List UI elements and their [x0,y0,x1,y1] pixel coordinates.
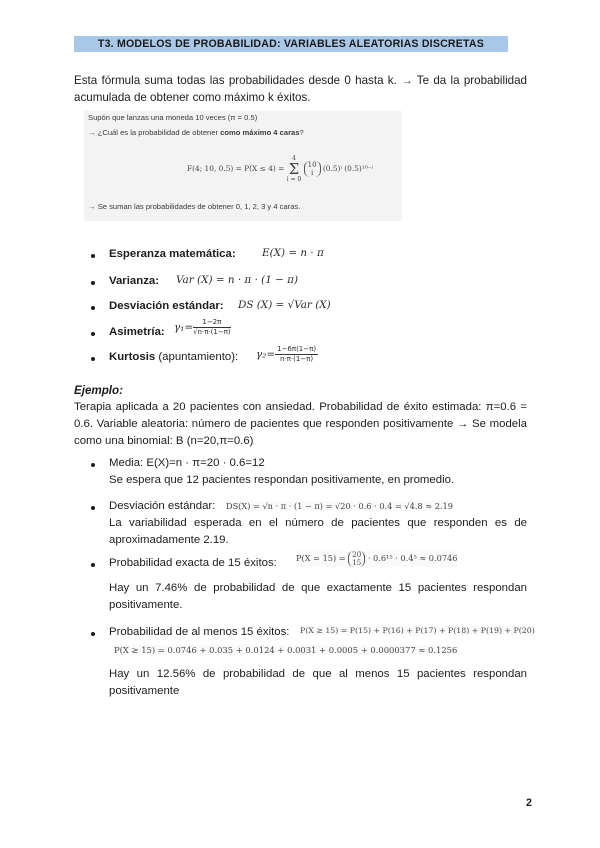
atleast-prob-explanation: Hay un 12.56% de probabilidad de que al menos 15 pacientes respondan positivamente [109,668,527,697]
atleast-prob-label: Probabilidad de al menos 15 éxitos: [109,626,290,638]
bullet-icon [91,632,95,636]
property-label-skewness: Asimetría: [109,326,165,338]
atleast-prob-formula-2: P(X ≥ 15) = 0.0746 + 0.035 + 0.0124 + 0.0031 + 0.0005 + 0.0000377 ≈ 0.1256 [114,645,458,655]
property-label-mean: Esperanza matemática: [109,248,236,260]
intro-paragraph: Esta fórmula suma todas las probabilidades desde 0 hasta k. → Te da la probabilidad acumulada de obtener como máximo k éxitos. [74,74,527,104]
bullet-icon [91,463,95,467]
sd-label: Desviación estándar: [109,500,216,512]
property-formula-variance: Var (X) = n · π · (1 − π) [176,274,299,286]
binomial-coefficient: 10 i [304,161,321,177]
bullet-icon [91,306,95,310]
example-description: Terapia aplicada a 20 pacientes con ansiedad. Probabilidad de éxito estimada: π=0.6 = 0.6. Variable aleatoria: número de pacientes que responden positivamente → Se modela como una binomial: B (n=20,π=0.6) [74,401,527,447]
bullet-icon [91,332,95,336]
property-label-sd: Desviación estándar: [109,300,224,312]
sigma-symbol: Σ [288,160,300,178]
cdf-formula: F(4; 10, 0.5) = P(X ≤ 4) = 4 Σ i = 0 10 i (0.5)ⁱ (0.5)¹⁰⁻ⁱ [187,155,374,183]
property-formula-skewness: γ₁= $\frac{1-2\pi}{√n\cdot\pi\cdot(1-\pi)}$ [174,318,231,336]
exact-prob-explanation: Hay un 7.46% de probabilidad de que exactamente 15 pacientes respondan positivamente. [109,582,527,611]
mean-label: Media: E(X)=n · π=20 · 0.6=12 [109,457,265,469]
mean-explanation: Se espera que 12 pacientes respondan positivamente, en promedio. [109,474,455,486]
sd-explanation: La variabilidad esperada en el número de pacientes que responden es de aproximadamente 2.19. [109,517,527,546]
page-number: 2 [526,797,532,809]
bullet-icon [91,563,95,567]
section-title: T3. MODELOS DE PROBABILIDAD: VARIABLES ALEATORIAS DISCRETAS [74,36,508,52]
example-heading: Ejemplo: [74,384,123,397]
property-formula-sd: DS (X) = √Var (X) [238,299,331,311]
atleast-prob-formula-1: P(X ≥ 15) = P(15) + P(16) + P(17) + P(18) + P(19) + P(20) [300,626,535,635]
exact-prob-formula: P(X = 15) = 20 15 · 0.6¹⁵ · 0.4⁵ ≈ 0.0746 [296,551,458,567]
sd-formula: DS(X) = √n · π · (1 − π) = √20 · 0.6 · 0.4 = √4.8 ≈ 2.19 [226,501,453,511]
bullet-icon [91,281,95,285]
binomial-coefficient: 20 15 [348,551,365,567]
property-label-kurtosis: Kurtosis (apuntamiento): [109,351,239,363]
bullet-icon [91,506,95,510]
exact-prob-label: Probabilidad exacta de 15 éxitos: [109,557,277,569]
bullet-icon [91,254,95,258]
property-formula-mean: E(X) = n · π [262,247,324,259]
coin-example-image [84,111,402,221]
coin-example-line-2: → ¿Cuál es la probabilidad de obtener como máximo 4 caras? [88,128,304,137]
coin-example-line-3: → Se suman las probabilidades de obtener 0, 1, 2, 3 y 4 caras. [88,202,301,211]
bullet-icon [91,357,95,361]
property-formula-kurtosis: γ₂= $\frac{1-6\pi(1-\pi)}{n\cdot\pi\cdot(1-\pi)}$ [256,345,317,363]
property-label-variance: Varianza: [109,275,160,287]
coin-example-line-1: Supón que lanzas una moneda 10 veces (π = 0.5) [88,113,258,122]
